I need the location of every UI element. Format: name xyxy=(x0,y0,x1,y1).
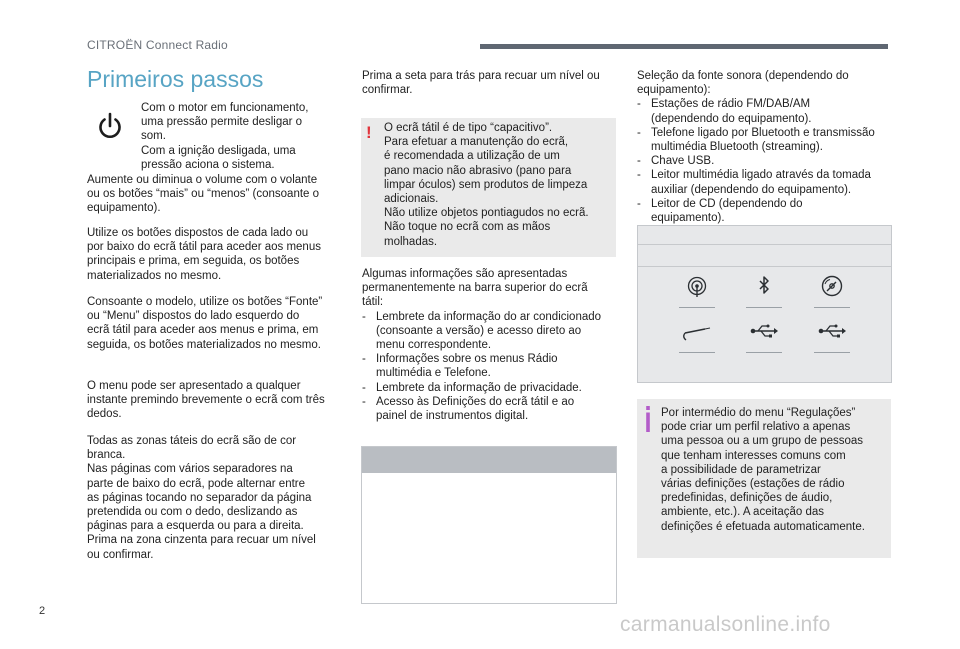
warning-icon: ! xyxy=(366,123,372,142)
screen-bar xyxy=(638,245,891,267)
page-number: 2 xyxy=(39,605,46,617)
list-item: - Leitor de CD (dependendo do equipamento). xyxy=(637,197,803,225)
list-item: - Estações de rádio FM/DAB/AM (dependendo do equipamento). xyxy=(637,98,812,125)
top-bar-paragraph: Algumas informações são apresentadas permanentemente na barra superior do ecrã tátil: - Lembrete da informação do ar condicionado (consoante a versão) e acesso direto ao menu correspondente. - Informações sobre os menus Rádio multimédia e Telefone. - Lembrete da informação de privacidade. - Acesso às Definições do ecrã tátil e ao painel de instrumentos digital. xyxy=(362,267,617,423)
three-fingers-paragraph: O menu pode ser apresentado a qualquer instante premindo brevemente o ecrã com três dedos. xyxy=(87,380,325,421)
list-item: - Lembrete da informação do ar condicionado (consoante a versão) e acesso direto ao menu correspondente. xyxy=(362,310,602,352)
power-description: Com o motor em funcionamento, uma pressão permite desligar o som. Com a ignição desligada, uma pressão aciona o sistema. xyxy=(141,102,309,171)
list-item: - Acesso às Definições do ecrã tátil e ao painel de instrumentos digital. xyxy=(362,395,575,423)
radio-icon xyxy=(680,272,714,306)
page-title: Primeiros passos xyxy=(87,66,264,92)
info-icon xyxy=(645,406,651,432)
info-text: Por intermédio do menu “Regulações” pode criar um perfil relativo a apenas uma pessoa ou a um grupo de pessoas que tenham interesses comuns com a possibilidade de parametrizar várias definições (estações de rádio predefinidas, definições de áudio, ambiente, etc.). A aceitação das definições é efetuada automaticamente. xyxy=(661,407,865,533)
source-selection-paragraph: Seleção da fonte sonora (dependendo do equipamento): - Estações de rádio FM/DAB/AM (dependendo do equipamento). - Telefone ligado por Bluetooth e transmissão multimédia Bluetooth (streaming). - Chave USB. - Leitor multimédia ligado através da tomada auxiliar (dependendo do equipamento). - Leitor de CD (dependendo do equipamento). xyxy=(637,69,892,225)
top-bar-list xyxy=(362,310,617,424)
back-arrow-paragraph: Prima a seta para trás para recuar um nível ou confirmar. xyxy=(362,70,600,97)
warning-text: O ecrã tátil é de tipo “capacitivo”. Para efetuar a manutenção do ecrã, é recomendada a utilização de um pano macio não abrasivo (pano para limpar óculos) sem produtos de limpeza adicionais. Não utilize objetos pontiagudos no ecrã. Não toque no ecrã com as mãos molhadas. xyxy=(384,122,589,248)
volume-paragraph: Aumente ou diminua o volume com o volante ou os botões “mais” ou “menos” (consoante o equipamento). xyxy=(87,174,320,215)
source-list xyxy=(637,97,892,225)
watermark: carmanualsonline.info xyxy=(620,613,831,636)
aux-icon xyxy=(680,317,714,351)
header-title: CITROËN Connect Radio xyxy=(87,38,228,52)
cd-icon xyxy=(815,272,849,306)
screen-top-bar xyxy=(362,447,616,473)
screen-illustration xyxy=(361,446,617,604)
list-item: - Informações sobre os menus Rádio multimédia e Telefone. xyxy=(362,353,558,380)
list-item: - Telefone ligado por Bluetooth e transmissão multimédia Bluetooth (streaming). xyxy=(637,126,875,154)
source-menu-paragraph: Consoante o modelo, utilize os botões “Fonte” ou “Menu” dispostos do lado esquerdo do ecrã tátil para aceder aos menus e prima, em seguida, os botões materializados no mesmo. xyxy=(87,296,323,351)
source-screen-illustration xyxy=(637,225,892,383)
list-item: - Chave USB. xyxy=(637,155,715,168)
buttons-paragraph: Utilize os botões dispostos de cada lado ou por baixo do ecrã tátil para aceder aos menus principais e prima, em seguida, os botões materializados no mesmo. xyxy=(87,227,321,282)
usb-icon xyxy=(747,317,781,351)
usb-icon xyxy=(815,317,849,351)
list-item: - Leitor multimédia ligado através da tomada auxiliar (dependendo do equipamento). xyxy=(637,169,871,196)
list-item: - Lembrete da informação de privacidade. xyxy=(362,381,582,394)
power-icon xyxy=(94,110,126,142)
header-bar xyxy=(480,44,888,49)
screen-bar xyxy=(638,226,891,245)
touch-zones-paragraph: Todas as zonas táteis do ecrã são de cor branca. Nas páginas com vários separadores na parte de baixo do ecrã, pode alternar entre as páginas tocando no separador da página pretendida ou com o dedo, deslizando as páginas para a esquerda ou para a direita. Prima na zona cinzenta para recuar um nível ou confirmar. xyxy=(87,435,316,561)
bluetooth-icon xyxy=(747,272,781,306)
